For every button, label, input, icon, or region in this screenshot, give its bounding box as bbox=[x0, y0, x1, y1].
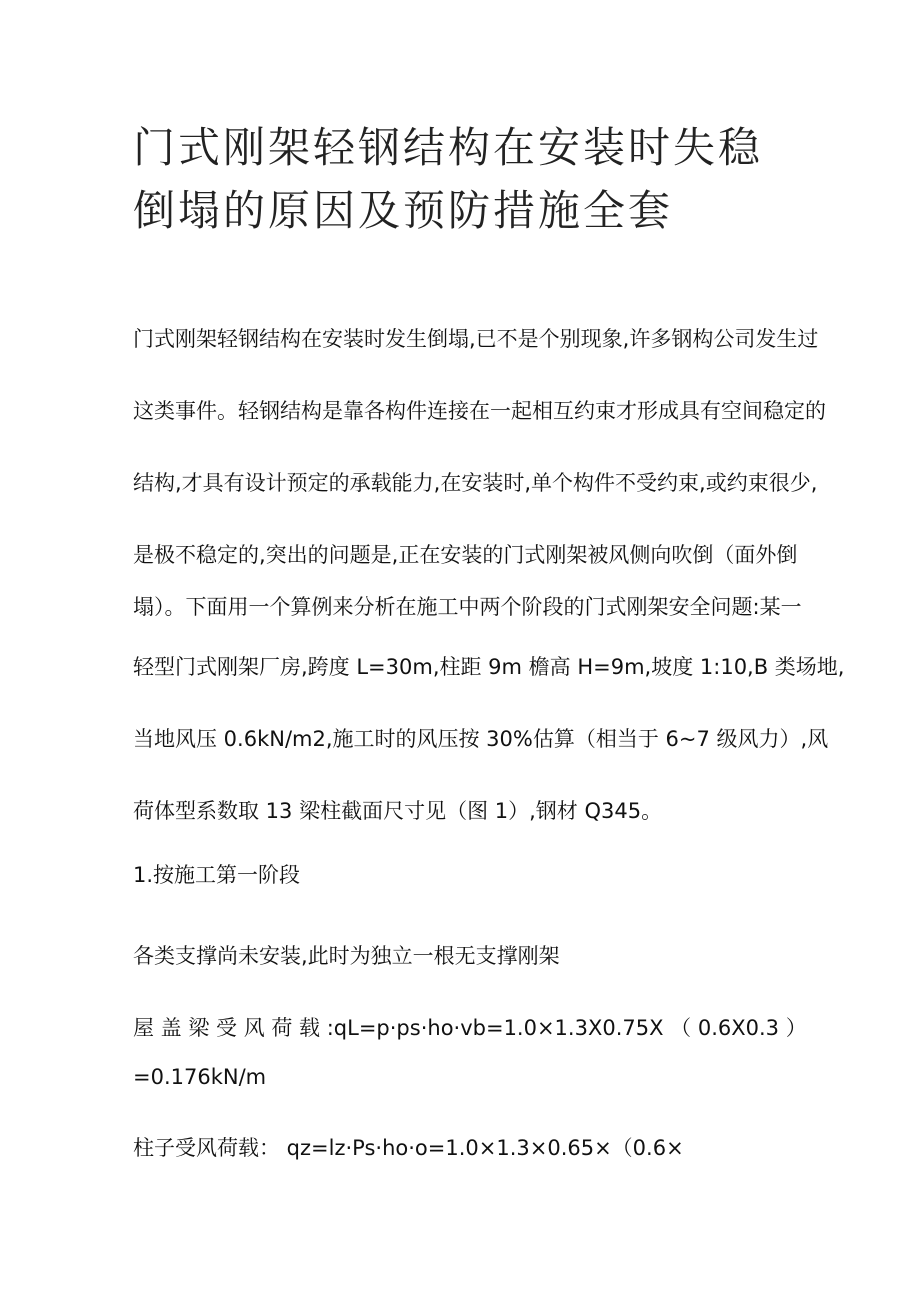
paragraph-line-6: 轻型门式刚架厂房,跨度 L=30m,柱距 9m 檐高 H=9m,坡度 1:10,B 类场地, bbox=[133, 655, 845, 679]
paragraph-line-2: 这类事件。轻钢结构是靠各构件连接在一起相互约束才形成具有空间稳定的 bbox=[133, 399, 826, 423]
paragraph-line-3: 结构,才具有设计预定的承载能力,在安装时,单个构件不受约束,或约束很少, bbox=[133, 471, 818, 495]
document-title: 门式刚架轻钢结构在安装时失稳倒塌的原因及预防措施全套 bbox=[133, 123, 764, 235]
roof-load-formula-line-2: =0.176kN/m bbox=[133, 1065, 267, 1089]
paragraph-line-5: 塌）。下面用一个算例来分析在施工中两个阶段的门式刚架安全问题:某一 bbox=[133, 595, 802, 619]
paragraph-line-7: 当地风压 0.6kN/m2,施工时的风压按 30%估算（相当于 6~7 级风力）,风 bbox=[133, 727, 829, 751]
section-heading: 1.按施工第一阶段 bbox=[133, 863, 301, 887]
paragraph-line-4: 是极不稳定的,突出的问题是,正在安装的门式刚架被风侧向吹倒（面外倒 bbox=[133, 543, 798, 567]
paragraph-line-1: 门式刚架轻钢结构在安装时发生倒塌,已不是个别现象,许多钢构公司发生过 bbox=[133, 327, 819, 351]
paragraph-line-8: 荷体型系数取 13 梁柱截面尺寸见（图 1）,钢材 Q345。 bbox=[133, 799, 663, 823]
roof-load-formula-line-1: 屋 盖 梁 受 风 荷 载 :qL=p·ps·ho·vb=1.0×1.3X0.75X （ 0.6X0.3 ） bbox=[133, 1016, 807, 1040]
column-load-formula: 柱子受风荷载： qz=lz·Ps·ho·o=1.0×1.3×0.65×（0.6× bbox=[133, 1136, 684, 1160]
stage-note: 各类支撑尚未安装,此时为独立一根无支撑刚架 bbox=[133, 944, 560, 968]
